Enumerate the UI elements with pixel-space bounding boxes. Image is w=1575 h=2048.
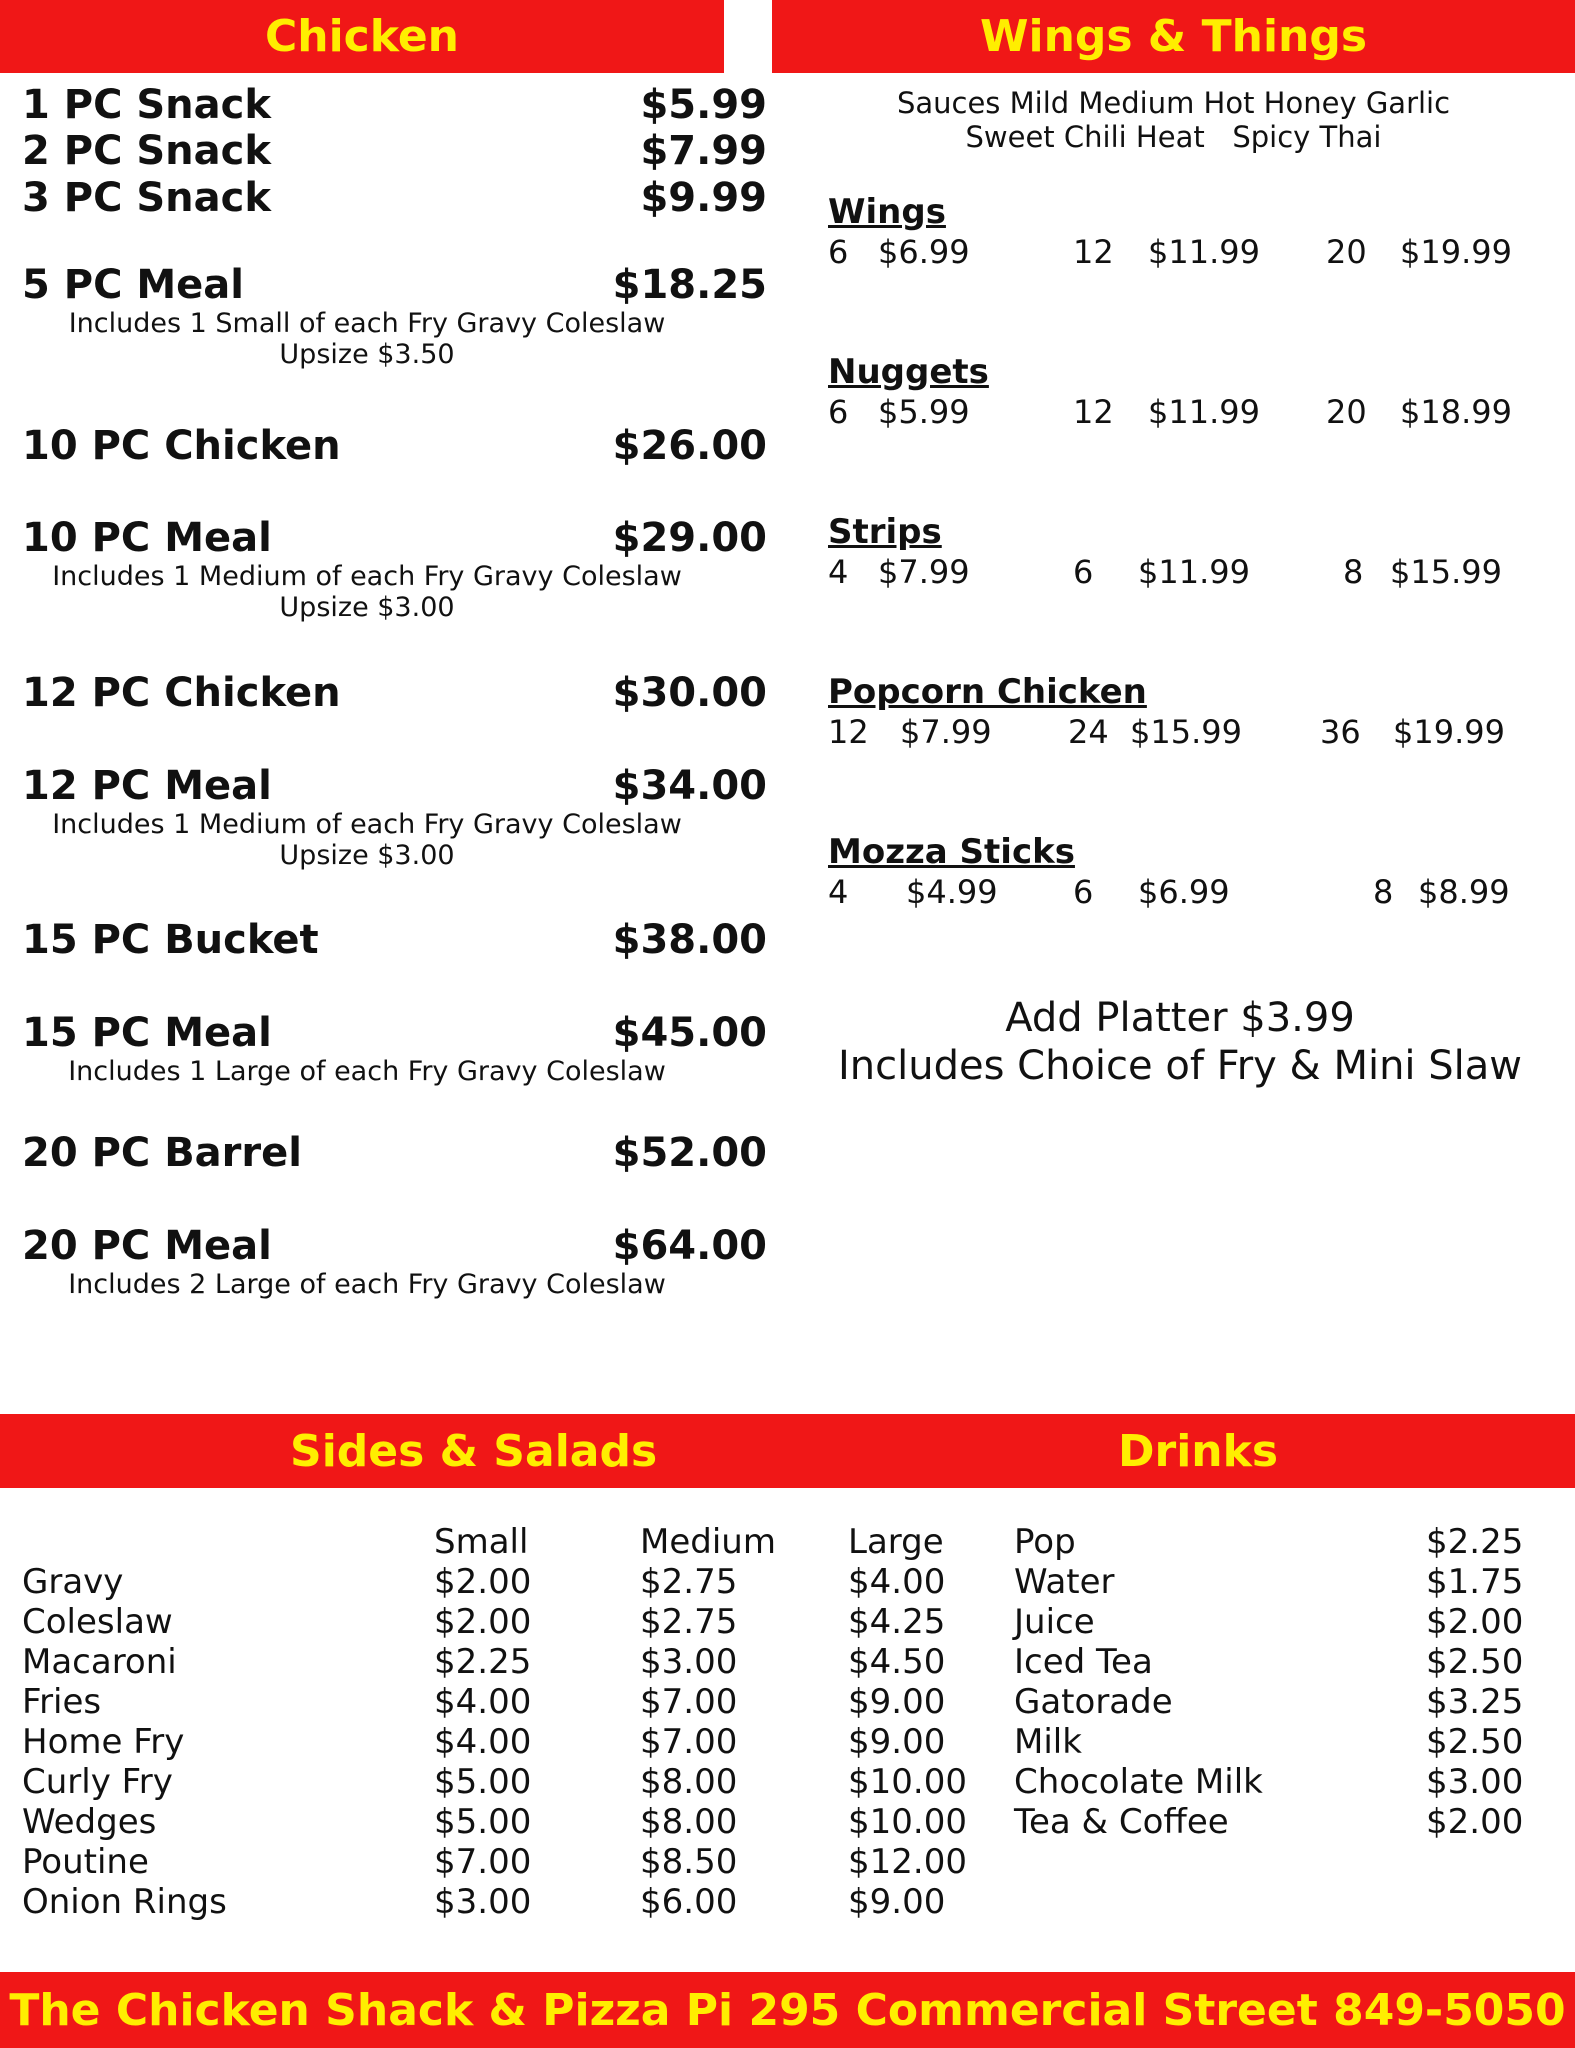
sauces-line: Sauces Mild Medium Hot Honey Garlic <box>896 86 1451 120</box>
drink-name: Pop <box>1014 1522 1076 1562</box>
chicken-item <box>22 515 767 623</box>
group-heading: Wings <box>828 192 946 232</box>
item-name: 10 PC Chicken <box>22 423 341 469</box>
item-name: 5 PC Meal <box>22 262 244 308</box>
side-price: $8.00 <box>640 1762 738 1802</box>
item-price: $38.00 <box>612 917 767 963</box>
chicken-item <box>22 262 767 370</box>
item-note: Includes 1 Large of each Fry Gravy Coleslaw <box>68 1056 666 1087</box>
qty: 20 <box>1326 233 1367 271</box>
chicken-item <box>22 763 767 871</box>
drink-price: $2.50 <box>1426 1722 1524 1762</box>
wings-title: Wings & Things <box>979 11 1368 62</box>
price: $6.99 <box>878 233 970 271</box>
group-heading: Mozza Sticks <box>828 832 1075 872</box>
item-upsize: Upsize $3.00 <box>279 592 455 623</box>
side-price: $7.00 <box>434 1842 532 1882</box>
item-name: 12 PC Meal <box>22 763 272 809</box>
drink-price: $2.50 <box>1426 1642 1524 1682</box>
chicken-item <box>22 1130 767 1176</box>
price: $6.99 <box>1138 873 1230 911</box>
side-price: $9.00 <box>848 1722 946 1762</box>
item-name: 12 PC Chicken <box>22 670 341 716</box>
column-header: Medium <box>640 1522 776 1562</box>
qty: 8 <box>1343 553 1364 591</box>
qty: 6 <box>828 393 849 431</box>
chicken-header <box>0 0 724 73</box>
column-header: Large <box>848 1522 944 1562</box>
chicken-item <box>22 670 767 716</box>
drink-price: $2.00 <box>1426 1802 1524 1842</box>
sides-drinks-header <box>0 1414 1575 1488</box>
item-price: $30.00 <box>612 670 767 716</box>
side-price: $12.00 <box>848 1842 967 1882</box>
side-price: $5.00 <box>434 1802 532 1842</box>
side-price: $9.00 <box>848 1682 946 1722</box>
side-price: $6.00 <box>640 1882 738 1922</box>
side-price: $10.00 <box>848 1762 967 1802</box>
price: $5.99 <box>878 393 970 431</box>
item-price: $26.00 <box>612 423 767 469</box>
item-name: 10 PC Meal <box>22 515 272 561</box>
item-price: $7.99 <box>640 128 767 174</box>
platter-line: Add Platter $3.99 <box>1005 995 1355 1041</box>
chicken-item <box>22 1223 767 1300</box>
drink-name: Gatorade <box>1014 1682 1173 1722</box>
item-note: Includes 1 Medium of each Fry Gravy Coleslaw <box>52 809 682 840</box>
footer-banner <box>0 1972 1575 2048</box>
price: $7.99 <box>878 553 970 591</box>
side-price: $3.00 <box>434 1882 532 1922</box>
drink-price: $2.25 <box>1426 1522 1524 1562</box>
side-price: $4.00 <box>434 1682 532 1722</box>
group-heading: Nuggets <box>828 352 989 392</box>
item-name: 20 PC Meal <box>22 1223 272 1269</box>
price: $19.99 <box>1393 713 1505 751</box>
drink-price: $2.00 <box>1426 1602 1524 1642</box>
item-price: $52.00 <box>612 1130 767 1176</box>
qty: 20 <box>1326 393 1367 431</box>
footer-text: The Chicken Shack & Pizza Pi 295 Commercial Street 849-5050 <box>9 1984 1566 2036</box>
side-price: $7.00 <box>640 1722 738 1762</box>
item-price: $18.25 <box>612 262 767 308</box>
drink-price: $3.00 <box>1426 1762 1524 1802</box>
side-price: $3.00 <box>640 1642 738 1682</box>
qty: 4 <box>828 873 849 911</box>
chicken-item <box>22 175 767 221</box>
side-price: $2.25 <box>434 1642 532 1682</box>
qty: 6 <box>1073 873 1094 911</box>
chicken-item <box>22 917 767 963</box>
drink-name: Juice <box>1014 1602 1095 1642</box>
side-name: Macaroni <box>22 1642 177 1682</box>
qty: 6 <box>1073 553 1094 591</box>
item-note: Includes 1 Medium of each Fry Gravy Coleslaw <box>52 561 682 592</box>
side-price: $2.75 <box>640 1562 738 1602</box>
chicken-item <box>22 423 767 469</box>
qty: 6 <box>828 233 849 271</box>
side-name: Fries <box>22 1682 102 1722</box>
item-price: $64.00 <box>612 1223 767 1269</box>
chicken-title: Chicken <box>264 11 460 62</box>
column-header: Small <box>434 1522 529 1562</box>
drink-price: $1.75 <box>1426 1562 1524 1602</box>
side-name: Home Fry <box>22 1722 185 1762</box>
item-name: 15 PC Meal <box>22 1010 272 1056</box>
price: $11.99 <box>1138 553 1250 591</box>
side-price: $8.50 <box>640 1842 738 1882</box>
price: $19.99 <box>1400 233 1512 271</box>
price: $8.99 <box>1418 873 1510 911</box>
item-note: Includes 2 Large of each Fry Gravy Coleslaw <box>68 1269 666 1300</box>
sauces-line: Sweet Chili Heat Spicy Thai <box>965 120 1382 154</box>
drink-name: Water <box>1014 1562 1115 1602</box>
wings-header <box>772 0 1575 73</box>
side-price: $9.00 <box>848 1882 946 1922</box>
item-upsize: Upsize $3.50 <box>279 339 455 370</box>
item-name: 3 PC Snack <box>22 175 271 221</box>
qty: 4 <box>828 553 849 591</box>
price: $11.99 <box>1148 393 1260 431</box>
price: $18.99 <box>1400 393 1512 431</box>
item-price: $29.00 <box>612 515 767 561</box>
drink-name: Chocolate Milk <box>1014 1762 1263 1802</box>
chicken-item <box>22 1010 767 1087</box>
side-price: $2.00 <box>434 1602 532 1642</box>
price: $15.99 <box>1130 713 1242 751</box>
qty: 12 <box>1073 393 1114 431</box>
side-name: Wedges <box>22 1802 157 1842</box>
side-price: $8.00 <box>640 1802 738 1842</box>
side-name: Onion Rings <box>22 1882 227 1922</box>
qty: 12 <box>828 713 869 751</box>
item-name: 15 PC Bucket <box>22 917 319 963</box>
chicken-item <box>22 82 767 128</box>
item-name: 1 PC Snack <box>22 82 271 128</box>
qty: 12 <box>1073 233 1114 271</box>
side-price: $4.00 <box>434 1722 532 1762</box>
side-price: $4.00 <box>848 1562 946 1602</box>
drink-name: Iced Tea <box>1014 1642 1153 1682</box>
side-price: $2.75 <box>640 1602 738 1642</box>
side-price: $2.00 <box>434 1562 532 1602</box>
side-price: $7.00 <box>640 1682 738 1722</box>
price: $15.99 <box>1390 553 1502 591</box>
side-price: $4.25 <box>848 1602 946 1642</box>
price: $4.99 <box>906 873 998 911</box>
price: $7.99 <box>900 713 992 751</box>
drink-price: $3.25 <box>1426 1682 1524 1722</box>
qty: 24 <box>1068 713 1109 751</box>
side-price: $5.00 <box>434 1762 532 1802</box>
group-heading: Popcorn Chicken <box>828 672 1147 712</box>
item-upsize: Upsize $3.00 <box>279 840 455 871</box>
side-price: $10.00 <box>848 1802 967 1842</box>
drink-name: Milk <box>1014 1722 1082 1762</box>
item-name: 2 PC Snack <box>22 128 271 174</box>
side-name: Gravy <box>22 1562 124 1602</box>
item-note: Includes 1 Small of each Fry Gravy Coleslaw <box>68 308 666 339</box>
item-price: $5.99 <box>640 82 767 128</box>
side-name: Poutine <box>22 1842 149 1882</box>
drink-name: Tea & Coffee <box>1014 1802 1229 1842</box>
side-name: Coleslaw <box>22 1602 173 1642</box>
item-price: $34.00 <box>612 763 767 809</box>
item-price: $9.99 <box>640 175 767 221</box>
group-heading: Strips <box>828 512 942 552</box>
platter-line: Includes Choice of Fry & Mini Slaw <box>838 1043 1522 1089</box>
item-price: $45.00 <box>612 1010 767 1056</box>
sides-title: Sides & Salads <box>290 1425 658 1477</box>
item-name: 20 PC Barrel <box>22 1130 302 1176</box>
side-price: $4.50 <box>848 1642 946 1682</box>
qty: 36 <box>1320 713 1361 751</box>
chicken-item <box>22 128 767 174</box>
qty: 8 <box>1373 873 1394 911</box>
drinks-title: Drinks <box>1118 1425 1279 1477</box>
price: $11.99 <box>1148 233 1260 271</box>
side-name: Curly Fry <box>22 1762 173 1802</box>
